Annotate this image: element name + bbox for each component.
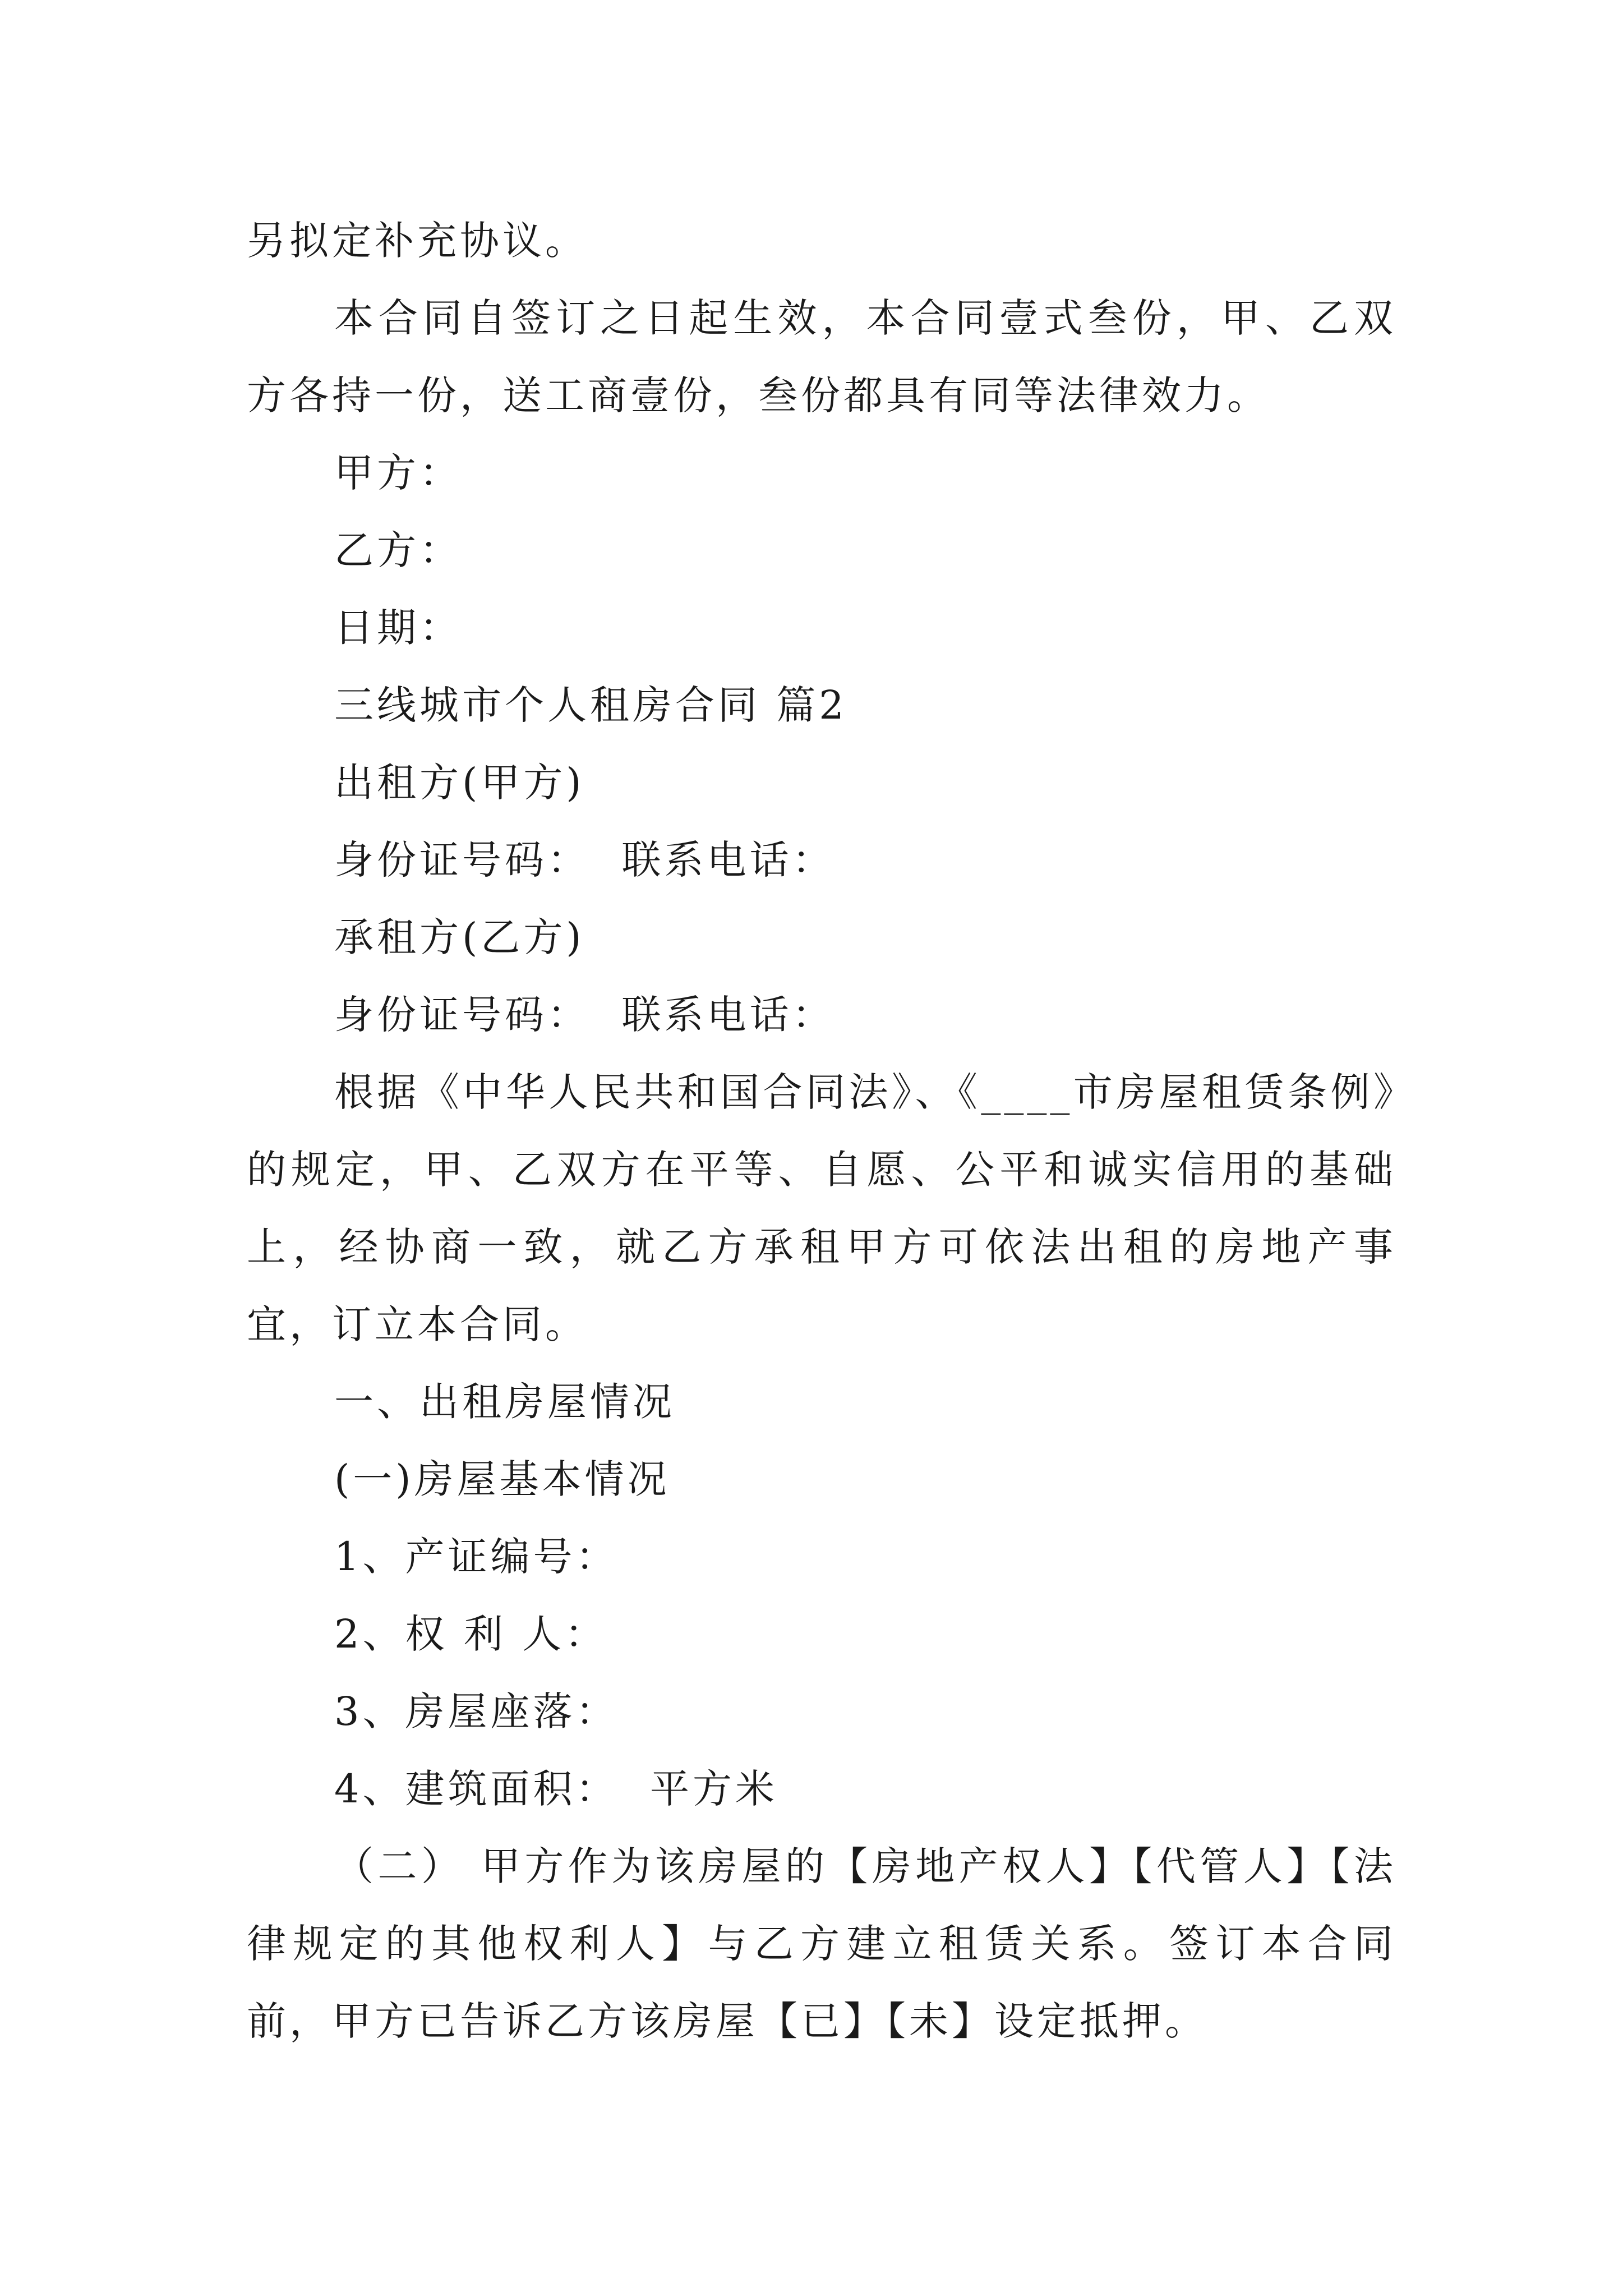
paragraph-continuation: 另拟定补充协议。 <box>247 218 588 264</box>
lessee-label: 承租方(乙方) <box>334 914 585 960</box>
lessee-id-phone: 身份证号码： 联系电话： <box>334 992 835 1038</box>
signature-party-b: 乙方： <box>334 527 462 573</box>
paragraph-ownership-mortgage: （二） 甲方作为该房屋的【房地产权人】【代管人】【法律规定的其他权利人】与乙方建立租赁关系。签订本合同前，甲方已告诉乙方该房屋【已】【未】设定抵押。 <box>247 1843 1396 2044</box>
item-location: 3、房屋座落： <box>334 1688 619 1734</box>
section-title: 三线城市个人租房合同 篇2 <box>334 682 847 728</box>
contract-body <box>247 202 1396 2060</box>
lessor-id-phone: 身份证号码： 联系电话： <box>334 837 835 883</box>
item-floor-area: 4、建筑面积： 平方米 <box>334 1766 778 1812</box>
subheading-basic-info: (一)房屋基本情况 <box>334 1456 670 1502</box>
paragraph-legal-basis: 根据《中华人民共和国合同法》、《____市房屋租赁条例》的规定，甲、乙双方在平等、自愿、公平和诚实信用的基础上，经协商一致，就乙方承租甲方可依法出租的房地产事宜，订立本合同。 <box>247 1069 1396 1347</box>
heading-rental-property: 一、出租房屋情况 <box>334 1379 675 1425</box>
paragraph-effectiveness-clause: 本合同自签订之日起生效，本合同壹式叁份，甲、乙双方各持一份，送工商壹份，叁份都具有同等法律效力。 <box>247 295 1396 418</box>
signature-party-a: 甲方： <box>334 450 462 496</box>
lessor-label: 出租方(甲方) <box>334 760 585 806</box>
item-certificate-number: 1、产证编号： <box>334 1534 619 1580</box>
signature-date: 日期： <box>334 605 462 651</box>
item-right-holder: 2、权 利 人： <box>334 1611 608 1657</box>
